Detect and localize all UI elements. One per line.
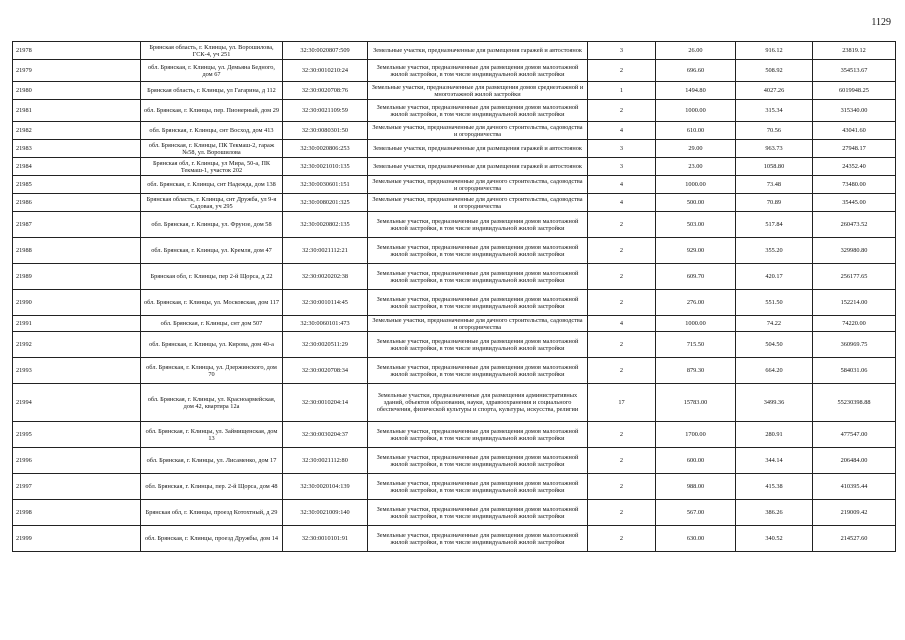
area-cell: 29.00 bbox=[656, 140, 736, 158]
land-use-cell: Земельные участки, предназначенные для размещения гаражей и автостоянок bbox=[368, 42, 588, 60]
table-row bbox=[13, 140, 896, 158]
use-group-cell: 4 bbox=[588, 122, 656, 140]
address-cell: обл. Брянская, г. Клинцы, снт дом 507 bbox=[141, 316, 283, 332]
address-cell: обл. Брянская, г. Клинцы, ПК Текмаш-2, гараж №58, ул. Ворошилова bbox=[141, 140, 283, 158]
address-cell: обл. Брянская, г. Клинцы, пер. 2-й Щорса, дом 48 bbox=[141, 474, 283, 500]
row-number-cell: 21999 bbox=[13, 526, 141, 552]
cadastral-number-cell: 32:30:0021112:21 bbox=[283, 238, 368, 264]
area-cell: 929.00 bbox=[656, 238, 736, 264]
use-group-cell: 2 bbox=[588, 526, 656, 552]
area-cell: 630.00 bbox=[656, 526, 736, 552]
cadastral-value-cell: 73480.00 bbox=[813, 176, 896, 194]
cadastral-value-cell: 315340.00 bbox=[813, 100, 896, 122]
land-use-cell: Земельные участки, предназначенные для дачного строительства, садоводства и огородничества bbox=[368, 122, 588, 140]
cadastral-number-cell: 32:30:0021109:59 bbox=[283, 100, 368, 122]
land-use-cell: Земельные участки, предназначенные для размещения домов малоэтажной жилой застройки, в том числе индивидуальной жилой застройки bbox=[368, 290, 588, 316]
table-row bbox=[13, 358, 896, 384]
cadastral-number-cell: 32:30:0010210:24 bbox=[283, 60, 368, 82]
specific-value-cell: 386.26 bbox=[736, 500, 813, 526]
row-number-cell: 21993 bbox=[13, 358, 141, 384]
cadastral-number-cell: 32:30:0030601:151 bbox=[283, 176, 368, 194]
row-number-cell: 21991 bbox=[13, 316, 141, 332]
area-cell: 23.00 bbox=[656, 158, 736, 176]
address-cell: Брянская область, г. Клинцы, снт Дружба, ул 9-я Садовая, уч 295 bbox=[141, 194, 283, 212]
area-cell: 26.00 bbox=[656, 42, 736, 60]
land-use-cell: Земельные участки, предназначенные для размещения гаражей и автостоянок bbox=[368, 140, 588, 158]
row-number-cell: 21992 bbox=[13, 332, 141, 358]
land-use-cell: Земельные участки, предназначенные для дачного строительства, садоводства и огородничества bbox=[368, 194, 588, 212]
cadastral-value-cell: 410395.44 bbox=[813, 474, 896, 500]
cadastral-number-cell: 32:30:0010101:91 bbox=[283, 526, 368, 552]
land-use-cell: Земельные участки, предназначенные для размещения домов малоэтажной жилой застройки, в том числе индивидуальной жилой застройки bbox=[368, 448, 588, 474]
cadastral-value-cell: 214527.60 bbox=[813, 526, 896, 552]
row-number-cell: 21982 bbox=[13, 122, 141, 140]
specific-value-cell: 508.92 bbox=[736, 60, 813, 82]
cadastral-value-cell: 152214.00 bbox=[813, 290, 896, 316]
use-group-cell: 2 bbox=[588, 422, 656, 448]
row-number-cell: 21987 bbox=[13, 212, 141, 238]
specific-value-cell: 355.20 bbox=[736, 238, 813, 264]
row-number-cell: 21997 bbox=[13, 474, 141, 500]
page-number: 1129 bbox=[871, 17, 891, 28]
specific-value-cell: 1058.80 bbox=[736, 158, 813, 176]
table-row bbox=[13, 194, 896, 212]
use-group-cell: 4 bbox=[588, 176, 656, 194]
use-group-cell: 2 bbox=[588, 238, 656, 264]
area-cell: 503.00 bbox=[656, 212, 736, 238]
area-cell: 600.00 bbox=[656, 448, 736, 474]
specific-value-cell: 3499.36 bbox=[736, 384, 813, 422]
use-group-cell: 3 bbox=[588, 42, 656, 60]
row-number-cell: 21995 bbox=[13, 422, 141, 448]
row-number-cell: 21990 bbox=[13, 290, 141, 316]
area-cell: 1000.00 bbox=[656, 176, 736, 194]
cadastral-value-cell: 55230398.88 bbox=[813, 384, 896, 422]
land-use-cell: Земельные участки, предназначенные для размещения домов малоэтажной жилой застройки, в том числе индивидуальной жилой застройки bbox=[368, 332, 588, 358]
specific-value-cell: 315.34 bbox=[736, 100, 813, 122]
use-group-cell: 2 bbox=[588, 448, 656, 474]
table-row bbox=[13, 212, 896, 238]
land-use-cell: Земельные участки, предназначенные для размещения домов малоэтажной жилой застройки, в том числе индивидуальной жилой застройки bbox=[368, 212, 588, 238]
address-cell: Брянская область, г. Клинцы, ул. Ворошилова, ГСК-4, уч 251 bbox=[141, 42, 283, 60]
table-row bbox=[13, 384, 896, 422]
table-row bbox=[13, 474, 896, 500]
use-group-cell: 2 bbox=[588, 332, 656, 358]
specific-value-cell: 70.89 bbox=[736, 194, 813, 212]
row-number-cell: 21989 bbox=[13, 264, 141, 290]
area-cell: 1700.00 bbox=[656, 422, 736, 448]
table-row bbox=[13, 122, 896, 140]
row-number-cell: 21983 bbox=[13, 140, 141, 158]
land-use-cell: Земельные участки, предназначенные для размещения домов малоэтажной жилой застройки, в том числе индивидуальной жилой застройки bbox=[368, 264, 588, 290]
table-row bbox=[13, 500, 896, 526]
area-cell: 696.60 bbox=[656, 60, 736, 82]
land-use-cell: Земельные участки, предназначенные для размещения домов малоэтажной жилой застройки, в том числе индивидуальной жилой застройки bbox=[368, 238, 588, 264]
address-cell: обл. Брянская, г. Клинцы, ул. Дзержинского, дом 70 bbox=[141, 358, 283, 384]
row-number-cell: 21978 bbox=[13, 42, 141, 60]
address-cell: обл. Брянская, г. Клинцы, ул. Лисаменко, дом 17 bbox=[141, 448, 283, 474]
address-cell: Брянская обл, г. Клинцы, проезд Котохтный, д 29 bbox=[141, 500, 283, 526]
row-number-cell: 21979 bbox=[13, 60, 141, 82]
cadastral-value-cell: 6019948.25 bbox=[813, 82, 896, 100]
cadastral-number-cell: 32:30:0020802:135 bbox=[283, 212, 368, 238]
row-number-cell: 21981 bbox=[13, 100, 141, 122]
row-number-cell: 21984 bbox=[13, 158, 141, 176]
land-use-cell: Земельные участки, предназначенные для размещения домов малоэтажной жилой застройки, в том числе индивидуальной жилой застройки bbox=[368, 422, 588, 448]
land-use-cell: Земельные участки, предназначенные для размещения домов малоэтажной жилой застройки, в том числе индивидуальной жилой застройки bbox=[368, 526, 588, 552]
area-cell: 715.50 bbox=[656, 332, 736, 358]
address-cell: обл. Брянская, г. Клинцы, ул. Займищенская, дом 13 bbox=[141, 422, 283, 448]
land-use-cell: Земельные участки, предназначенные для размещения домов малоэтажной жилой застройки, в том числе индивидуальной жилой застройки bbox=[368, 358, 588, 384]
table-row bbox=[13, 316, 896, 332]
cadastral-number-cell: 32:30:0080301:50 bbox=[283, 122, 368, 140]
address-cell: обл. Брянская, г. Клинцы, пер. Пионерный, дом 29 bbox=[141, 100, 283, 122]
land-registry-table bbox=[12, 41, 896, 552]
row-number-cell: 21985 bbox=[13, 176, 141, 194]
cadastral-number-cell: 32:30:0020104:139 bbox=[283, 474, 368, 500]
table-body bbox=[13, 42, 896, 552]
table-row bbox=[13, 526, 896, 552]
specific-value-cell: 551.50 bbox=[736, 290, 813, 316]
specific-value-cell: 70.56 bbox=[736, 122, 813, 140]
land-use-cell: Земельные участки, предназначенные для размещения домов малоэтажной жилой застройки, в том числе индивидуальной жилой застройки bbox=[368, 474, 588, 500]
area-cell: 1494.80 bbox=[656, 82, 736, 100]
specific-value-cell: 73.48 bbox=[736, 176, 813, 194]
address-cell: обл. Брянская, г. Клинцы, снт Восход, дом 413 bbox=[141, 122, 283, 140]
cadastral-number-cell: 32:30:0080201:325 bbox=[283, 194, 368, 212]
cadastral-value-cell: 27948.17 bbox=[813, 140, 896, 158]
table-row bbox=[13, 332, 896, 358]
address-cell: обл. Брянская, г. Клинцы, ул. Демьяна Бедного, дом 67 bbox=[141, 60, 283, 82]
row-number-cell: 21980 bbox=[13, 82, 141, 100]
address-cell: обл. Брянская, г. Клинцы, ул. Кирова, дом 40-а bbox=[141, 332, 283, 358]
use-group-cell: 2 bbox=[588, 474, 656, 500]
cadastral-number-cell: 32:30:0060101:473 bbox=[283, 316, 368, 332]
specific-value-cell: 74.22 bbox=[736, 316, 813, 332]
use-group-cell: 2 bbox=[588, 500, 656, 526]
area-cell: 15783.00 bbox=[656, 384, 736, 422]
area-cell: 610.00 bbox=[656, 122, 736, 140]
area-cell: 988.00 bbox=[656, 474, 736, 500]
area-cell: 879.30 bbox=[656, 358, 736, 384]
cadastral-number-cell: 32:30:0010114:45 bbox=[283, 290, 368, 316]
table-row bbox=[13, 290, 896, 316]
specific-value-cell: 664.20 bbox=[736, 358, 813, 384]
use-group-cell: 4 bbox=[588, 194, 656, 212]
cadastral-value-cell: 477547.00 bbox=[813, 422, 896, 448]
row-number-cell: 21986 bbox=[13, 194, 141, 212]
land-use-cell: Земельные участки, предназначенные для дачного строительства, садоводства и огородничества bbox=[368, 176, 588, 194]
use-group-cell: 2 bbox=[588, 264, 656, 290]
table-row bbox=[13, 264, 896, 290]
table-row bbox=[13, 82, 896, 100]
cadastral-number-cell: 32:30:0020708:34 bbox=[283, 358, 368, 384]
area-cell: 1000.00 bbox=[656, 100, 736, 122]
land-use-cell: Земельные участки, предназначенные для размещения гаражей и автостоянок bbox=[368, 158, 588, 176]
area-cell: 1000.00 bbox=[656, 316, 736, 332]
use-group-cell: 3 bbox=[588, 158, 656, 176]
cadastral-value-cell: 23819.12 bbox=[813, 42, 896, 60]
cadastral-number-cell: 32:30:0020202:38 bbox=[283, 264, 368, 290]
use-group-cell: 4 bbox=[588, 316, 656, 332]
cadastral-value-cell: 24352.40 bbox=[813, 158, 896, 176]
address-cell: обл. Брянская, г. Клинцы, снт Надежда, дом 138 bbox=[141, 176, 283, 194]
address-cell: обл. Брянская, г. Клинцы, проезд Дружбы, дом 14 bbox=[141, 526, 283, 552]
table-row bbox=[13, 176, 896, 194]
land-use-cell: Земельные участки, предназначенные для дачного строительства, садоводства и огородничества bbox=[368, 316, 588, 332]
cadastral-value-cell: 74220.00 bbox=[813, 316, 896, 332]
cadastral-value-cell: 35445.00 bbox=[813, 194, 896, 212]
land-use-cell: Земельные участки, предназначенные для размещения домов малоэтажной жилой застройки, в том числе индивидуальной жилой застройки bbox=[368, 60, 588, 82]
specific-value-cell: 504.50 bbox=[736, 332, 813, 358]
address-cell: Брянская обл, г. Клинцы, ул Мира, 50-а, ПК Текмаш-1, участок 202 bbox=[141, 158, 283, 176]
cadastral-value-cell: 354513.67 bbox=[813, 60, 896, 82]
use-group-cell: 2 bbox=[588, 100, 656, 122]
specific-value-cell: 280.91 bbox=[736, 422, 813, 448]
table-row bbox=[13, 238, 896, 264]
specific-value-cell: 420.17 bbox=[736, 264, 813, 290]
land-use-cell: Земельные участки, предназначенные для размещения домов среднеэтажной и многоэтажной жилой застройки bbox=[368, 82, 588, 100]
area-cell: 567.00 bbox=[656, 500, 736, 526]
specific-value-cell: 344.14 bbox=[736, 448, 813, 474]
row-number-cell: 21994 bbox=[13, 384, 141, 422]
land-use-cell: Земельные участки, предназначенные для размещения домов малоэтажной жилой застройки, в том числе индивидуальной жилой застройки bbox=[368, 100, 588, 122]
cadastral-value-cell: 360969.75 bbox=[813, 332, 896, 358]
table-row bbox=[13, 100, 896, 122]
address-cell: обл. Брянская, г. Клинцы, ул. Кремля, дом 47 bbox=[141, 238, 283, 264]
use-group-cell: 2 bbox=[588, 358, 656, 384]
cadastral-value-cell: 43041.60 bbox=[813, 122, 896, 140]
address-cell: Брянская область, г. Клинцы, ул Гагарина, д 112 bbox=[141, 82, 283, 100]
land-use-cell: Земельные участки, предназначенные для размещения административных зданий, объектов образования, науки, здравоохранения и социального обеспечения, физической культуры и спорта, культуры, искусства, религии bbox=[368, 384, 588, 422]
use-group-cell: 2 bbox=[588, 290, 656, 316]
specific-value-cell: 963.73 bbox=[736, 140, 813, 158]
specific-value-cell: 415.38 bbox=[736, 474, 813, 500]
row-number-cell: 21998 bbox=[13, 500, 141, 526]
table-row bbox=[13, 448, 896, 474]
cadastral-value-cell: 260473.52 bbox=[813, 212, 896, 238]
specific-value-cell: 517.84 bbox=[736, 212, 813, 238]
table-row bbox=[13, 158, 896, 176]
cadastral-number-cell: 32:30:0020806:253 bbox=[283, 140, 368, 158]
area-cell: 609.70 bbox=[656, 264, 736, 290]
use-group-cell: 1 bbox=[588, 82, 656, 100]
cadastral-value-cell: 219009.42 bbox=[813, 500, 896, 526]
cadastral-number-cell: 32:30:0021009:140 bbox=[283, 500, 368, 526]
address-cell: обл. Брянская, г. Клинцы, ул. Фрунзе, дом 58 bbox=[141, 212, 283, 238]
use-group-cell: 2 bbox=[588, 60, 656, 82]
table-row bbox=[13, 42, 896, 60]
row-number-cell: 21996 bbox=[13, 448, 141, 474]
cadastral-number-cell: 32:30:0010204:14 bbox=[283, 384, 368, 422]
address-cell: Брянская обл, г. Клинцы, пер 2-й Щорса, д 22 bbox=[141, 264, 283, 290]
area-cell: 500.00 bbox=[656, 194, 736, 212]
table-row bbox=[13, 422, 896, 448]
cadastral-value-cell: 206484.00 bbox=[813, 448, 896, 474]
cadastral-number-cell: 32:30:0021112:80 bbox=[283, 448, 368, 474]
table-row bbox=[13, 60, 896, 82]
cadastral-number-cell: 32:30:0020807:509 bbox=[283, 42, 368, 60]
use-group-cell: 3 bbox=[588, 140, 656, 158]
use-group-cell: 17 bbox=[588, 384, 656, 422]
cadastral-value-cell: 329980.80 bbox=[813, 238, 896, 264]
address-cell: обл. Брянская, г. Клинцы, ул. Московская, дом 117 bbox=[141, 290, 283, 316]
cadastral-value-cell: 256177.65 bbox=[813, 264, 896, 290]
cadastral-number-cell: 32:30:0020708:76 bbox=[283, 82, 368, 100]
row-number-cell: 21988 bbox=[13, 238, 141, 264]
cadastral-number-cell: 32:30:0020511:29 bbox=[283, 332, 368, 358]
specific-value-cell: 4027.26 bbox=[736, 82, 813, 100]
cadastral-value-cell: 584031.06 bbox=[813, 358, 896, 384]
cadastral-number-cell: 32:30:0030204:37 bbox=[283, 422, 368, 448]
land-use-cell: Земельные участки, предназначенные для размещения домов малоэтажной жилой застройки, в том числе индивидуальной жилой застройки bbox=[368, 500, 588, 526]
use-group-cell: 2 bbox=[588, 212, 656, 238]
area-cell: 276.00 bbox=[656, 290, 736, 316]
specific-value-cell: 340.52 bbox=[736, 526, 813, 552]
specific-value-cell: 916.12 bbox=[736, 42, 813, 60]
address-cell: обл. Брянская, г. Клинцы, ул. Красноармейская, дом 42, квартира 12а bbox=[141, 384, 283, 422]
cadastral-number-cell: 32:30:0021010:135 bbox=[283, 158, 368, 176]
